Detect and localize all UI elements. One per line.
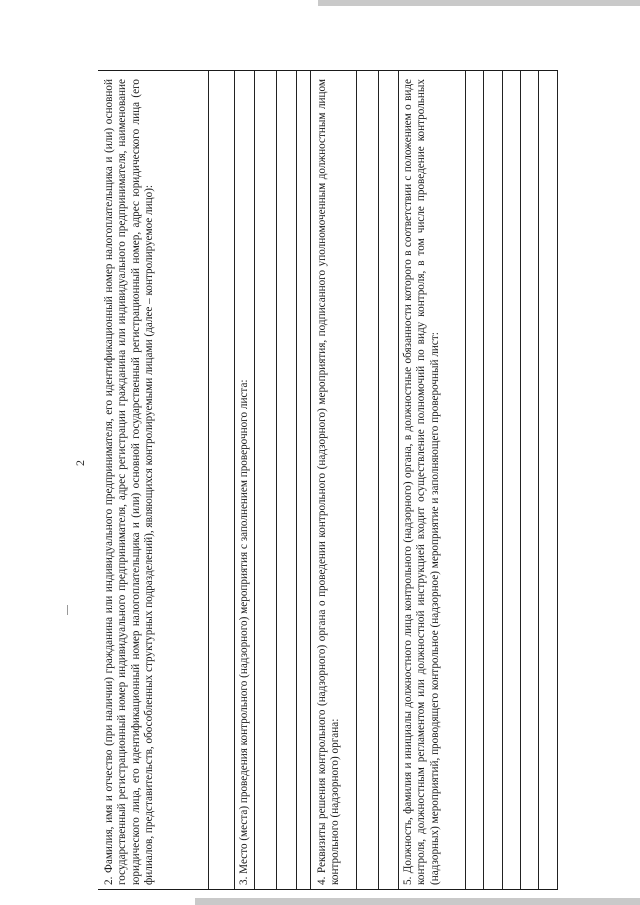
form-table (98, 70, 558, 890)
section-2-text (103, 79, 156, 885)
table-rule (483, 71, 484, 889)
scan-edge-top (318, 0, 640, 6)
page-number: 2 (73, 460, 87, 466)
table-rule (538, 71, 539, 889)
table-rule (254, 71, 255, 889)
table-rule (296, 71, 297, 889)
section-5-paragraph: 5. Должность, фамилия и инициалы должностного лица контрольного (надзорного) органа, в должностные обязанности которого в соответствии с положением о виде контроля, должностным регламентом или должностной инструкцией входит осуществление полномочий по виду контроля, в том числе проведение контрольных (надзорных) мероприятий, проводящего контрольное (надзорное) мероприятие и заполняющего проверочный лист: (402, 79, 441, 885)
table-rule (398, 71, 399, 889)
scan-edge-bottom (195, 898, 640, 905)
table-rule (234, 71, 235, 889)
section-3-paragraph: 3. Место (места) проведения контрольного (надзорного) мероприятия с заполнением проверочного листа: (238, 379, 250, 885)
table-rule (208, 71, 209, 889)
scan-speck (67, 605, 68, 615)
table-rule (520, 71, 521, 889)
table-rule (557, 71, 558, 889)
table-rule (310, 71, 311, 889)
rotated-form-content (98, 71, 558, 889)
table-rule (378, 71, 379, 889)
table-rule (465, 71, 466, 889)
section-3-text (238, 79, 251, 885)
section-4-paragraph: 4. Реквизиты решения контрольного (надзорного) органа о проведении контрольного (надзорного) мероприятия, подписанного уполномоченным должностным лицом контрольного (надзорного) органа: (316, 79, 342, 885)
table-rule (356, 71, 357, 889)
table-rule (276, 71, 277, 889)
section-4-text (316, 79, 343, 885)
section-2-paragraph: 2. Фамилия, имя и отчество (при наличии) гражданина или индивидуального предпринимателя, его идентификационный номер налогоплательщика и (или) основной государственный регистрационный номер индивидуального предпринимателя, адрес регистрации гражданина или индивидуального предпринимателя, наименование юридического лица, его идентификационный номер налогоплательщика и (или) основной государственный регистрационный номер, адрес юридического лица (его филиалов, представительств, обособленных структурных подразделений), являющихся контролируемыми лицами (далее – контролируемое лицо): (103, 79, 155, 885)
section-5-text (402, 79, 442, 885)
table-rule (502, 71, 503, 889)
